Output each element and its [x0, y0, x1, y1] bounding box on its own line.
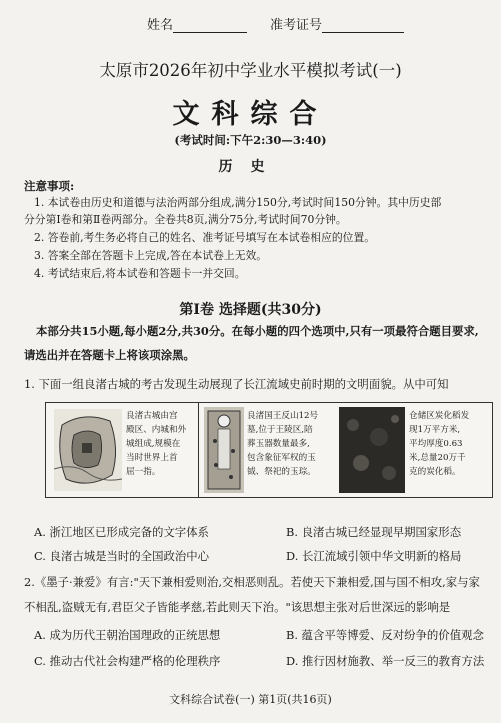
- caption-line: 包含象征军权的玉: [247, 453, 316, 463]
- name-blank: [173, 18, 247, 33]
- exam-time: (考试时间:下午2:30—3:40): [174, 133, 327, 147]
- caption-3: [409, 409, 469, 479]
- carbonized-rice-image: [339, 407, 405, 493]
- page-footer: 文科综合试卷(一) 第1页(共16页): [169, 693, 332, 706]
- section-title: 第Ⅰ卷 选择题(共30分): [179, 302, 322, 318]
- notice-item: 4. 考试结束后,将本试卷和答题卡一并交回。: [34, 267, 246, 280]
- name-field: [147, 14, 247, 33]
- caption-line: 现1万平方米,: [409, 425, 461, 435]
- caption-2: [247, 409, 318, 479]
- q2-option-b: B. 蕴含平等博爱、反对纷争的价值观念: [286, 628, 484, 642]
- paper-title: 文科综合: [172, 99, 329, 130]
- caption-line: 良渚古城由宫: [126, 411, 178, 421]
- q1-option-a: A. 浙江地区已形成完备的文字体系: [34, 525, 209, 539]
- question-1-stem: 1. 下面一组良渚古城的考古发现生动展现了长江流域史前时期的文明面貌。从中可知: [24, 377, 449, 391]
- exam-number-blank: [322, 18, 404, 33]
- q1-option-d: D. 长江流域引领中华文明新的格局: [286, 549, 462, 563]
- subject-title: 历史: [218, 159, 283, 175]
- caption-line: 城组成,规模在: [126, 439, 181, 449]
- notice-heading: 注意事项:: [24, 179, 75, 193]
- caption-line: 屈一指。: [126, 467, 161, 477]
- question-2-stem-line: 2.《墨子·兼爱》有言:"天下兼相爱则治,交相恶则乱。若使天下兼相爱,国与国不相攻,家与家: [24, 575, 480, 589]
- question-1-figure: [45, 402, 493, 498]
- figure-divider: [198, 403, 199, 497]
- caption-line: 克的炭化稻。: [409, 467, 461, 477]
- tomb-image: [204, 407, 244, 493]
- name-label: 姓名: [147, 18, 174, 33]
- caption-line: 仓储区炭化稻发: [409, 411, 470, 421]
- notice-item: 1. 本试卷由历史和道德与法治两部分组成,满分150分,考试时间150分钟。其中历史部: [34, 196, 442, 209]
- notice-item: 分分第Ⅰ卷和第Ⅱ卷两部分。全卷共8页,满分75分,考试时间70分钟。: [24, 213, 347, 226]
- ancient-city-map-image: [54, 409, 122, 491]
- exam-number-label: 准考证号: [270, 18, 323, 33]
- exam-number-field: [270, 14, 404, 33]
- section-intro: 本部分共15小题,每小题2分,共30分。在每小题的四个选项中,只有一项最符合题目要求,: [36, 324, 479, 338]
- q1-option-b: B. 良渚古城已经显现早期国家形态: [286, 525, 462, 539]
- q2-option-c: C. 推动古代社会构建严格的伦理秩序: [34, 654, 221, 668]
- q2-option-d: D. 推行因材施教、举一反三的教育方法: [286, 654, 485, 668]
- q1-option-c: C. 良渚古城是当时的全国政治中心: [34, 549, 210, 563]
- question-2-stem-line: 不相乱,盗贼无有,君臣父子皆能孝慈,若此则天下治。"该思想主张对后世深远的影响是: [24, 600, 451, 614]
- notice-item: 3. 答案全部在答题卡上完成,答在本试卷上无效。: [34, 249, 268, 262]
- caption-line: 米,总量20万千: [409, 453, 466, 463]
- caption-line: 殿区、内城和外: [126, 425, 187, 435]
- caption-line: 钺、祭祀的玉琮。: [247, 467, 316, 477]
- caption-line: 葬玉器数量最多,: [247, 439, 310, 449]
- caption-1: [126, 409, 186, 479]
- caption-line: 平均厚度0.63: [409, 439, 463, 449]
- caption-line: 良渚国王反山12号: [247, 411, 319, 421]
- caption-line: 墓,位于王陵区,陪: [247, 425, 313, 435]
- section-intro: 请选出并在答题卡上将该项涂黑。: [24, 348, 195, 362]
- exam-title: 太原市2026年初中学业水平模拟考试(一): [99, 61, 402, 80]
- q2-option-a: A. 成为历代王朝治国理政的正统思想: [34, 628, 221, 642]
- notice-item: 2. 答卷前,考生务必将自己的姓名、准考证号填写在本试卷相应的位置。: [34, 231, 376, 244]
- caption-line: 当时世界上首: [126, 453, 178, 463]
